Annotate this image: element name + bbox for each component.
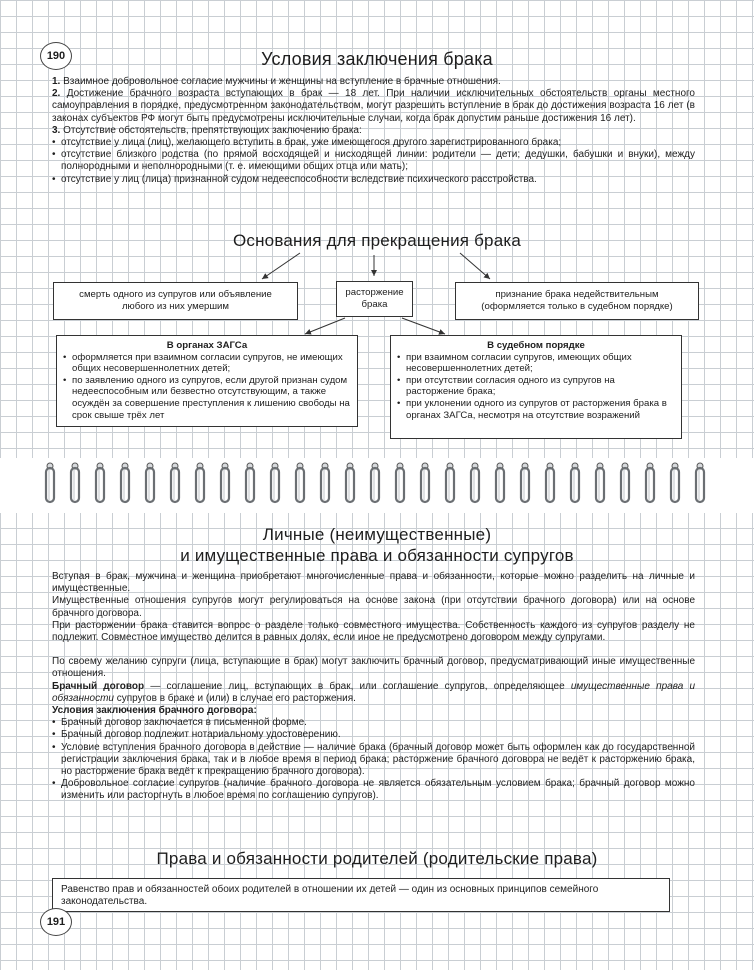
zags-bullet: • оформляется при взаимном согласии супругов, не имеющих общих несовершеннолетних детей;	[63, 352, 351, 375]
spiral-binding	[0, 458, 754, 513]
contract-condition: • Добровольное согласие супругов (наличие брачного договора не является обязательным условием брака; брачный договор можно изменить или расторгнуть в любое время по соглашению супругов).	[52, 778, 695, 802]
contract-condition: • Условие вступления брачного договора в действие — наличие брака (брачный договор может быть оформлен как до государственной регистрации заключения брака, так и в любое время в период брака; расторжение брачного договора не ведёт к расторжению брака, но расторжение брака ведёт к прекращению брачного договора).	[52, 742, 695, 779]
box-death: смерть одного из супругов или объявление любого из них умершим	[53, 282, 298, 320]
section-title-spouse-rights-line1: Личные (неимущественные)	[262, 525, 492, 544]
box-court: В судебном порядке • при взаимном согласии супругов, имеющих общих несовершеннолетних детей; • при отсутствии согласия одного из супругов на расторжение брака; • при уклонении одного из супругов от расторжения брака в органах ЗАГСа, несмотря на отсутствие возражений	[390, 335, 682, 439]
box-zags: В органах ЗАГСа • оформляется при взаимном согласии супругов, не имеющих общих несовершеннолетних детей; • по заявлению одного из супругов, если другой признан судом недееспособным или безвестно отсутствующим, а также осуждён за совершение преступления к лишению свободы на срок свыше трёх лет	[56, 335, 358, 427]
court-bullet: • при уклонении одного из супругов от расторжения брака в органах ЗАГСа, несмотря на отсутствие возражений	[397, 398, 675, 421]
obstacle-bullet: • отсутствие близкого родства (по прямой восходящей и нисходящей линии: родители — дети; дедушки, бабушки и внуки), между полнородными и неполнородными (т. е. имеющими общих отца или мать);	[52, 149, 695, 173]
section-title-parent-rights: Права и обязанности родителей (родительские права)	[156, 849, 598, 868]
condition-item-2: 2. Достижение брачного возраста вступающих в брак — 18 лет. При наличии исключительных обстоятельств органы местного самоуправления в порядке, предусмотренном законодательством, могут разрешить вступление в брак до достижения возраста 16 лет (в законах субъектов РФ могут быть предусмотрены исключительные случаи, когда брак допустим раньше достижения 16 лет).	[52, 88, 695, 124]
contract-condition: • Брачный договор заключается в письменной форме.	[52, 717, 695, 729]
paragraph: Вступая в брак, мужчина и женщина приобретают многочисленные права и обязанности, которые можно разделить на личные и имущественные.	[52, 571, 695, 595]
obstacle-bullet: • отсутствие у лица (лиц), желающего вступить в брак, уже имеющегося другого зарегистрированного брака;	[52, 137, 695, 149]
contract-condition: • Брачный договор подлежит нотариальному удостоверению.	[52, 729, 695, 741]
spouse-rights-text	[52, 571, 695, 803]
paragraph: Имущественные отношения супругов могут регулироваться на основе закона (при отсутствии брачного договора) или на основе брачного договора.	[52, 595, 695, 619]
parent-rights-intro: Равенство прав и обязанностей обоих родителей в отношении их детей — один из основных принципов семейного законодательства.	[52, 878, 670, 912]
paragraph-contract: По своему желанию супруги (лица, вступающие в брак) могут заключить брачный договор, предусматривающий иные имущественные отношения.	[52, 656, 695, 680]
box-invalidation: признание брака недействительным (оформляется только в судебном порядке)	[455, 282, 699, 320]
condition-item-3: 3. Отсутствие обстоятельств, препятствующих заключению брака:	[52, 124, 362, 136]
page-number-top: 190	[40, 42, 72, 70]
court-bullet: • при взаимном согласии супругов, имеющих общих несовершеннолетних детей;	[397, 352, 675, 375]
diagram-title: Основания для прекращения брака	[232, 231, 522, 250]
section-title-spouse-rights-line2: и имущественные права и обязанности супругов	[180, 546, 574, 565]
page-number-bottom: 191	[40, 908, 72, 936]
section-title-marriage-conditions: Условия заключения брака	[261, 49, 493, 69]
box-divorce: расторжение брака	[336, 281, 413, 317]
conditions-title: Условия заключения брачного договора:	[52, 705, 257, 717]
condition-item-1: 1. Взаимное добровольное согласие мужчины и женщины на вступление в брачные отношения.	[52, 76, 501, 87]
paragraph: При расторжении брака ставится вопрос о разделе только совместного имущества. Собственность каждого из супругов разделу не подлежит. Совместное имущество делится в равных долях, если иное не предусмотрено договором между супругами.	[52, 619, 695, 644]
zags-bullet: • по заявлению одного из супругов, если другой признан судом недееспособным или безвестно отсутствующим, а также осуждён за совершение преступления к лишению свободы на срок свыше трёх лет	[63, 375, 351, 421]
obstacle-bullet: • отсутствие у лиц (лица) признанной судом недееспособности вследствие психического расстройства.	[52, 174, 695, 186]
court-bullet: • при отсутствии согласия одного из супругов на расторжение брака;	[397, 375, 675, 398]
definition-marriage-contract: Брачный договор — соглашение лиц, вступающих в брак, или соглашение супругов, определяющее имущественные права и обязанности супругов в браке и (или) в случае его расторжения.	[52, 680, 696, 704]
